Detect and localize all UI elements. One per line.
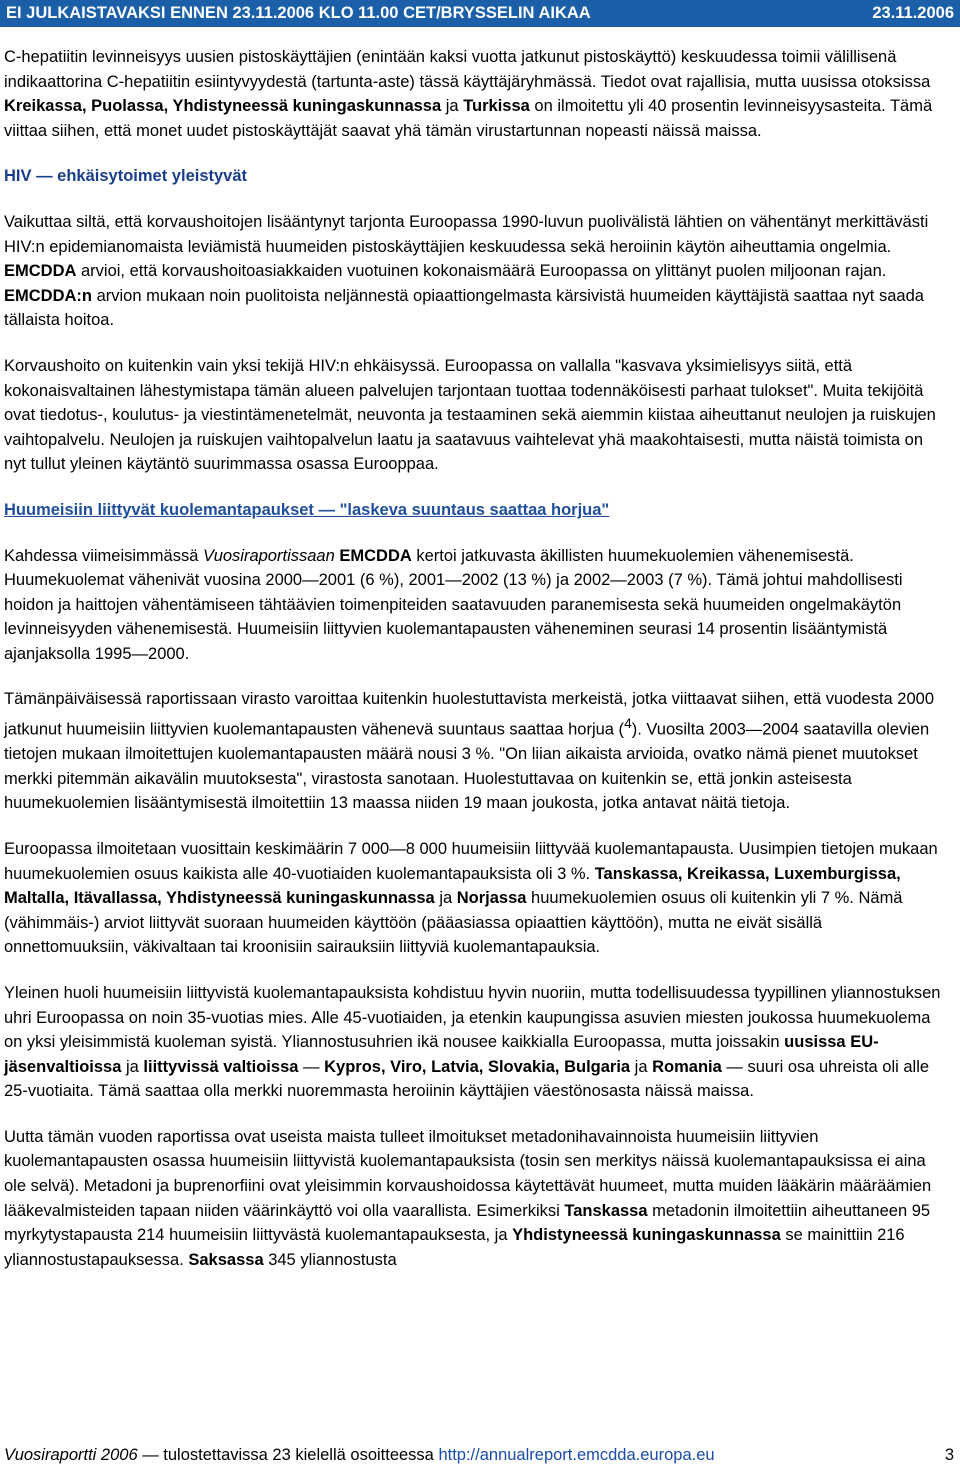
article-body: [4, 45, 944, 1293]
embargo-banner: [0, 0, 960, 27]
paragraph-deaths-stats: Euroopassa ilmoitetaan vuosittain keskimäärin 7 000—8 000 huumeisiin liittyvää kuolemantapausta. Uusimpien tietojen mukaan huumekuolemien osuus kaikista alle 40-vuotiaiden kuolemantapauksista oli 3 %. Tanskassa, Kreikassa, Luxemburgissa, Maltalla, Itävallassa, Yhdistyneessä kuningaskunnassa ja Norjassa huumekuolemien osuus oli kuitenkin yli 7 %. Nämä (vähimmäis-) arviot liittyvät suoraan huumeiden käyttöön (pääasiassa opiaattien käyttöön), mutta ne eivät sisällä onnettomuuksiin, väkivaltaan tai kroonisiin sairauksiin liittyviä kuolemantapauksia.: [4, 839, 938, 957]
page-footer: [4, 1443, 954, 1467]
paragraph-deaths-warning: Tämänpäiväisessä raportissaan virasto varoittaa kuitenkin huolestuttavista merkeistä, jotka viittaavat siihen, että vuodesta 2000 jatkunut huumeisiin liittyvien kuolemantapausten vähenevä suuntaus saattaa horjua ($^4$). Vuosilta 2003—2004 saatavilla olevien tietojen mukaan ilmoitettujen kuolemantapausten määrä nousi 3 %. "On liian aikaista arvioida, ovatko nämä pienet muutokset merkki pitemmän aikavälin muutoksesta", virastosta sanotaan. Huolestuttavaa on kuitenkin se, että jonkin asteisesta huumekuolemien lisääntymisestä ilmoitettiin 13 maassa niiden 19 maan joukosta, jotka antavat näitä tietoja.: [4, 690, 934, 813]
paragraph-victim-age: Yleinen huoli huumeisiin liittyvistä kuolemantapauksista kohdistuu hyvin nuoriin, mutta todellisuudessa tyypillinen yliannostuksen uhri Euroopassa on noin 35-vuotias mies. Alle 45-vuotiaiden, ja etenkin kaupungissa asuvien miesten joukossa huumekuolema on yksi yleisimmistä kuoleman syistä. Yliannostusuhrien ikä nousee kaikkialla Euroopassa, mutta joissakin uusissa EU-jäsenvaltioissa ja liittyvissä valtioissa — Kypros, Viro, Latvia, Slovakia, Bulgaria ja Romania — suuri osa uhreista oli alle 25-vuotiaita. Tämä saattaa olla merkki nuoremmasta heroiinin käyttäjien väestönosasta näissä maissa.: [4, 983, 941, 1101]
footer-text: — tulostettavissa 23 kielellä osoitteessa: [137, 1446, 439, 1464]
paragraph-hepatitis: C-hepatiitin levinneisyys uusien pistoskäyttäjien (enintään kaksi vuotta jatkunut pistoskäyttö) keskuudessa toimii välillisenä indikaattorina C-hepatiitin esiintyvyydestä (tartunta-aste) tässä käyttäjäryhmässä. Tiedot ovat rajallisia, mutta uusissa otoksissa Kreikassa, Puolassa, Yhdistyneessä kuningaskunnassa ja Turkissa on ilmoitettu yli 40 prosentin levinneisyysasteita. Tämä viittaa siihen, että monet uudet pistoskäyttäjät saavat yhä tämän virustartunnan nopeasti näissä maissa.: [4, 48, 933, 140]
footer-link[interactable]: http://annualreport.emcdda.europa.eu: [438, 1446, 715, 1464]
page-number: 3: [944, 1446, 954, 1464]
embargo-text: EI JULKAISTAVAKSI ENNEN 23.11.2006 KLO 11.00 CET/BRYSSELIN AIKAA: [6, 4, 591, 22]
paragraph-methadone: Uutta tämän vuoden raportissa ovat useista maista tulleet ilmoitukset metadonihavainnoista huumeisiin liittyvien kuolemantapausten osassa huumeisiin liittyvistä kuolemantapauksista (tosin sen merkitys näissä kuolemantapauksissa ei aina ole selvä). Metadoni ja buprenorfiini ovat yleisimmin korvaushoidossa käytettävät huumeet, mutta muiden lääkärin määräämien lääkevalmisteiden tapaan niiden väärinkäyttö voi olla vaarallista. Esimerkiksi Tanskassa metadonin ilmoitettiin aiheuttaneen 95 myrkytystapausta 214 huumeisiin liittyvästä kuolemantapauksesta, ja Yhdistyneessä kuningaskunnassa se mainittiin 216 yliannostustapauksessa. Saksassa 345 yliannostusta: [4, 1127, 932, 1269]
paragraph-hiv-prevention: Korvaushoito on kuitenkin vain yksi tekijä HIV:n ehkäisyssä. Euroopassa on vallalla "kasvava yksimielisyys siitä, että kokonaisvaltainen lähestymistapa tämän alueen palvelujen tarjontaan tuottaa todennäköisesti parhaat tulokset". Muita tekijöitä ovat tiedotus-, koulutus- ja viestintämenetelmät, neuvonta ja testaaminen sekä aiemmin kiistaa aiheuttanut neulojen ja ruiskujen vaihtopalvelu. Neulojen ja ruiskujen vaihtopalvelun laatu ja saatavuus vaihtelevat yhä maakohtaisesti, mutta näistä toimista on nyt tullut yleinen käytäntö suurimmassa osassa Eurooppaa.: [4, 356, 936, 474]
embargo-date: 23.11.2006: [872, 4, 954, 22]
heading-drug-deaths: Huumeisiin liittyvät kuolemantapaukset — "laskeva suuntaus saattaa horjua": [4, 500, 610, 519]
paragraph-substitution: Vaikuttaa siltä, että korvaushoitojen lisääntynyt tarjonta Euroopassa 1990-luvun puolivälistä lähtien on vähentänyt merkittävästi HIV:n epidemianomaista leviämistä huumeiden pistoskäyttäjien keskuudessa sekä heroiinin käytön aiheuttamia ongelmia. EMCDDA arvioi, että korvaushoitoasiakkaiden vuotuinen kokonaismäärä Euroopassa on ylittänyt puolen miljoonan rajan. EMCDDA:n arvion mukaan noin puolitoista neljännestä opiaattiongelmasta kärsivistä huumeiden käyttäjistä saattaa nyt saada tällaista hoitoa.: [4, 212, 929, 330]
heading-hiv: HIV — ehkäisytoimet yleistyvät: [4, 167, 248, 186]
paragraph-deaths-decline: Kahdessa viimeisimmässä Vuosiraportissaan EMCDDA kertoi jatkuvasta äkillisten huumekuolemien vähenemisestä. Huumekuolemat vähenivät vuosina 2000—2001 (6 %), 2001—2002 (13 %) ja 2002—2003 (7 %). Tämä johtui mahdollisesti hoidon ja haittojen vähentämiseen tähtäävien toimenpiteiden saatavuuden paranemisesta sekä huumeiden ongelmakäytön levinneisyyden vähenemisestä. Huumeisiin liittyvien kuolemantapausten väheneminen seurasi 14 prosentin lisääntymistä ajanjaksolla 1995—2000.: [4, 546, 903, 663]
footer-report-title: Vuosiraportti 2006: [4, 1446, 138, 1464]
